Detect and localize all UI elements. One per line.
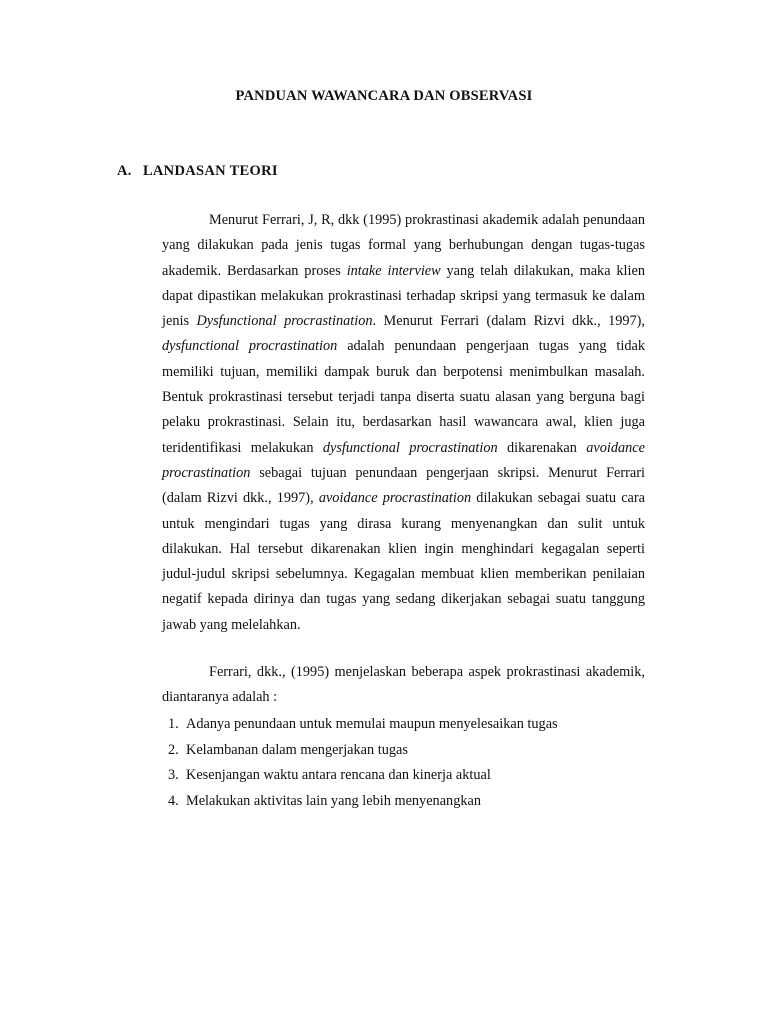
italic-term: avoidance procrastination	[318, 490, 472, 507]
paragraph-run: dikarenakan	[497, 439, 587, 456]
list-item-number: 2.	[168, 741, 179, 758]
paragraph-run: sebagai tujuan penundaan pengerjaan skripsi. Menurut Ferrari (dalam Rizvi dkk., 1997),	[162, 464, 645, 507]
paragraph-run: Menurut Ferrari, J, R, dkk (1995) prokrastinasi akademik adalah penundaan yang dilakukan pada jenis tugas formal yang berhubungan dengan tugas-tugas akademik. Berdasarkan proses	[162, 212, 645, 279]
list-item-text: Melakukan aktivitas lain yang lebih menyenangkan	[186, 792, 481, 809]
list-item	[168, 789, 648, 815]
section-heading	[117, 163, 278, 180]
italic-term: dysfunctional procrastination	[162, 338, 338, 355]
theory-paragraph	[162, 208, 645, 638]
italic-term: Dysfunctional procrastination	[196, 313, 373, 330]
list-item-number: 1.	[168, 716, 179, 732]
paragraph-run: adalah penundaan pengerjaan tugas yang tidak memiliki tujuan, memiliki dampak buruk dan berpotensi menimbulkan masalah. Bentuk prokrastinasi tersebut terjadi tanpa diserta suatu alasan yang berguna bagi pelaku prokrastinasi. Selain itu, berdasarkan hasil wawancara awal, klien juga teridentifikasi melakukan	[162, 338, 645, 456]
list-item-text: Kelambanan dalam mengerjakan tugas	[186, 741, 408, 758]
list-item-number: 3.	[168, 767, 179, 783]
section-label: A.	[117, 163, 132, 179]
italic-term: intake interview	[346, 262, 441, 279]
paragraph-run: . Menurut Ferrari (dalam Rizvi dkk., 1997),	[372, 313, 646, 330]
document-title: PANDUAN WAWANCARA DAN OBSERVASI	[235, 88, 533, 104]
paragraph-run: yang telah dilakukan, maka klien dapat dipastikan melakukan prokrastinasi terhadap skripsi yang termasuk ke dalam jenis	[162, 262, 645, 330]
list-item-text: Kesenjangan waktu antara rencana dan kinerja aktual	[186, 767, 491, 783]
section-heading-text: LANDASAN TEORI	[142, 163, 278, 179]
paragraph-run: dilakukan sebagai suatu cara untuk mengindari tugas yang dirasa kurang menyenangkan dan sulit untuk dilakukan. Hal tersebut dikarenakan klien ingin menghindari kegagalan seperti judul-judul skripsi sebelumnya. Kegagalan membuat klien memberikan penilaian negatif kepada dirinya dan tugas yang sedang dikerjakan sebagai suatu tanggung jawab yang melelahkan.	[162, 490, 645, 633]
aspects-intro-paragraph	[162, 660, 645, 711]
italic-term: dysfunctional procrastination	[322, 439, 498, 456]
aspects-list	[168, 712, 648, 814]
list-item-text: Adanya penundaan untuk memulai maupun menyelesaikan tugas	[186, 716, 558, 732]
italic-term: avoidance procrastination	[162, 439, 646, 481]
list-item	[168, 738, 648, 764]
list-item	[168, 712, 648, 738]
theory-paragraph-text	[162, 208, 645, 638]
list-item-number: 4.	[168, 792, 179, 809]
list-item	[168, 763, 648, 789]
aspects-intro-text: Ferrari, dkk., (1995) menjelaskan beberapa aspek prokrastinasi akademik, diantaranya adalah :	[162, 664, 645, 706]
